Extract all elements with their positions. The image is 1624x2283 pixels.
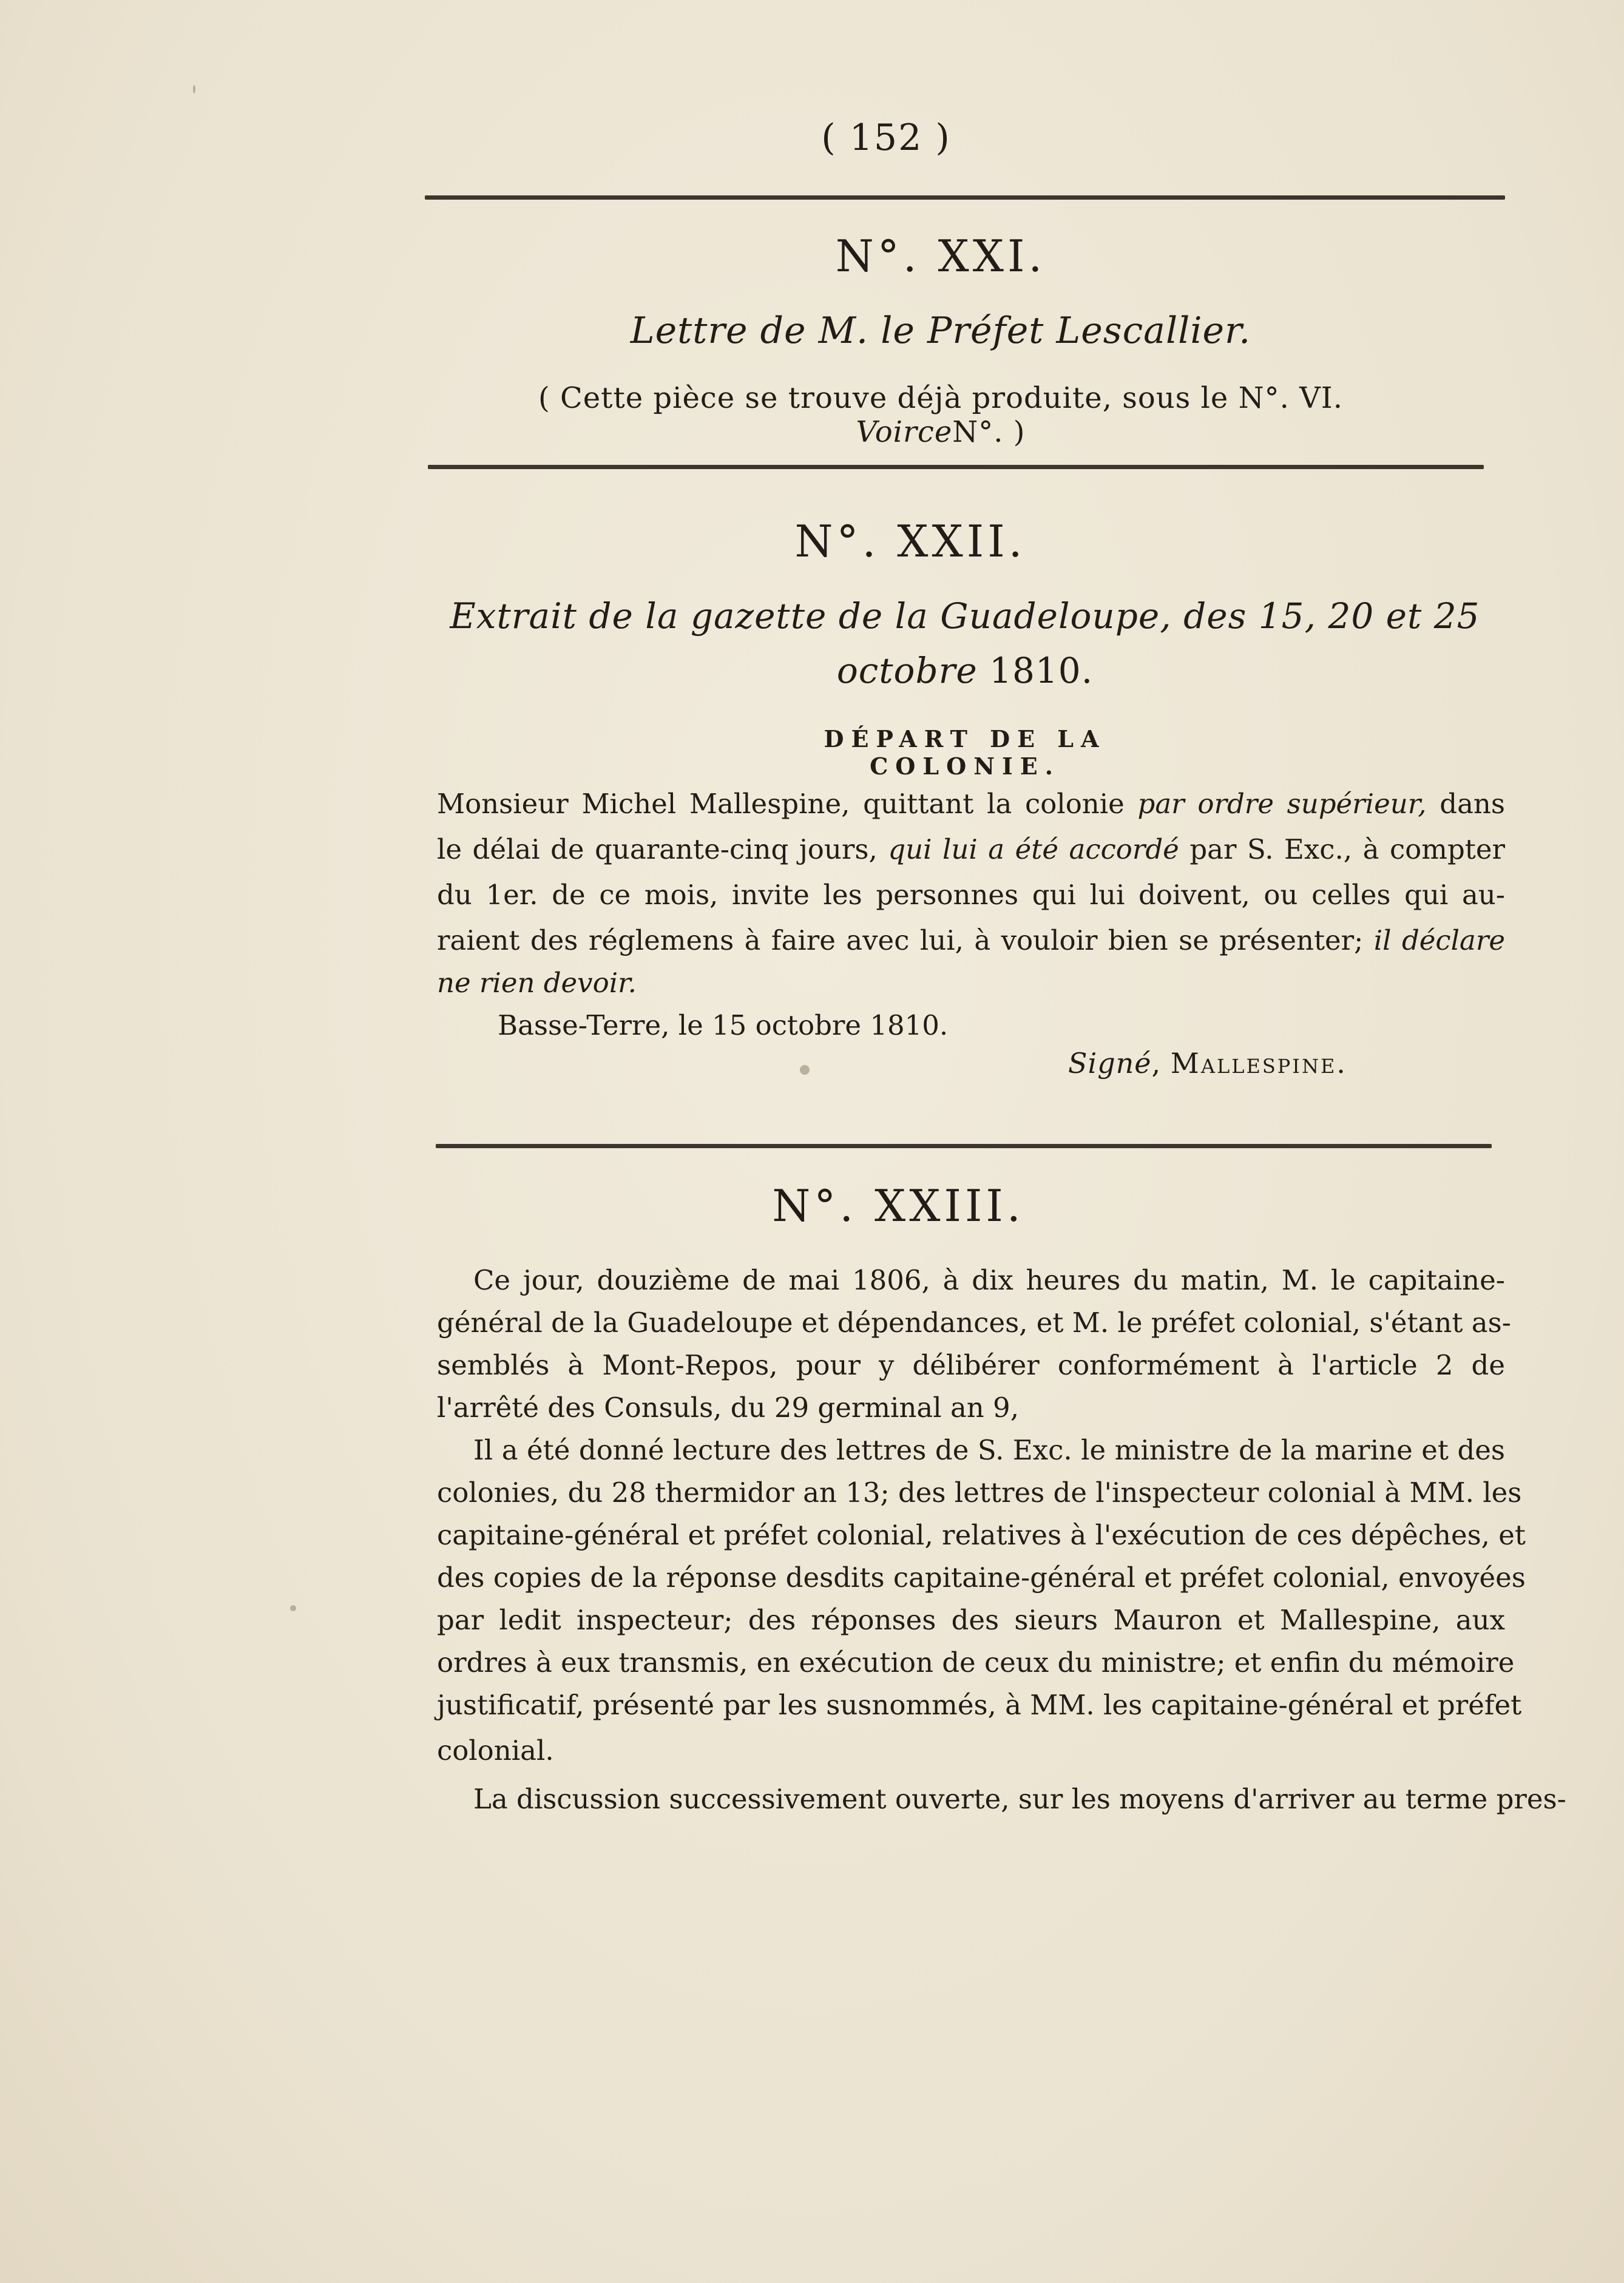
heading-xxiii: N°. XXIII. [772,1180,1024,1231]
paper-speck [800,1065,810,1075]
xxii-line-1 [437,783,1505,825]
place-date-text: Basse-Terre, le 15 octobre 1810. [498,1009,949,1041]
xxii-line-3-a: du 1er. de ce mois, invite les personnes qui lui doivent, ou celles qui au- [437,879,1505,911]
xxiii-line-8: des copies de la réponse desdits capitaine-général et préfet colonial, envoyées [437,1561,1526,1594]
signed-name: Mallespine. [1170,1047,1347,1080]
title-xxi: Lettre de M. le Préfet Lescallier. [630,309,1251,352]
heading-xxii: N°. XXII. [794,516,1026,567]
note-xxi [461,381,1420,449]
xxii-line-4-i: il déclare [1373,924,1505,956]
extract-line-2 [437,643,1493,698]
rule-top [425,195,1505,200]
xxii-line-2-i: qui lui a été accordé [888,833,1179,865]
page-number: ( 152 ) [821,117,951,159]
note-xxi-italic: Voirce [856,415,953,449]
xxii-line-3 [437,874,1505,916]
rule-xxi-xxii [428,465,1484,469]
extract-line-1: Extrait de la gazette de la Guadeloupe, des 15, 20 et 25 [450,595,1480,637]
extract-month: octobre [836,650,978,691]
xxiii-line-12: colonial. [437,1734,554,1767]
rule-xxii-xxiii [436,1144,1492,1148]
extract-year: 1810. [989,650,1094,691]
paper-speck [290,1605,296,1611]
xxiii-line-13: La discussion successivement ouverte, sur les moyens d'arriver au terme pres- [473,1783,1566,1815]
xxiii-line-10: ordres à eux transmis, en exécution de ceux du ministre; et enfin du mémoire [437,1646,1515,1679]
xxiii-line-7: capitaine-général et préfet colonial, relatives à l'exécution de ces dépêches, et [437,1519,1526,1551]
xxii-line-1-a: Monsieur Michel Mallespine, quittant la colonie [437,788,1138,820]
xxiii-line-1: Ce jour, douzième de mai 1806, à dix heures du matin, M. le capitaine- [473,1264,1505,1296]
xxii-line-4-a: raient des réglemens à faire avec lui, à vouloir bien se présenter; [437,924,1374,956]
signed-label: Signé [1068,1047,1152,1080]
subheading-depart: DÉPART DE LA COLONIE. [824,725,1106,780]
xxiii-line-5: Il a été donné lecture des lettres de S. Exc. le ministre de la marine et des [473,1434,1505,1466]
heading-xxi: N°. XXI. [835,231,1046,282]
extract-title-xxii [437,589,1493,698]
xxii-line-2-a: le délai de quarante-cinq jours, [437,833,888,865]
xxiii-line-2: général de la Guadeloupe et dépendances, et M. le préfet colonial, s'étant as- [437,1307,1511,1339]
xxiii-line-9: par ledit inspecteur; des réponses des sieurs Mauron et Mallespine, aux [437,1604,1505,1636]
xxii-line-5-i: ne rien devoir. [437,967,637,999]
xxiii-line-11: justificatif, présenté par les susnommés, à MM. les capitaine-général et préfet [437,1689,1522,1721]
note-xxi-suffix: N°. ) [952,415,1026,449]
xxiii-line-6: colonies, du 28 thermidor an 13; des lettres de l'inspecteur colonial à MM. les [437,1476,1522,1509]
xxii-line-4 [437,919,1505,962]
xxii-line-1-i: par ordre supérieur, [1137,788,1427,820]
xxii-line-5 [437,962,1505,1004]
place-date [498,1004,1044,1047]
xxii-line-2-b: par S. Exc., à compter [1179,833,1505,865]
xxiii-line-4: l'arrêté des Consuls, du 29 germinal an 9, [437,1392,1019,1424]
note-xxi-prefix: ( Cette pièce se trouve déjà produite, sous le N°. VI. [538,381,1343,415]
paper-speck [193,85,195,93]
xxiii-line-3: semblés à Mont-Repos, pour y délibérer conformément à l'article 2 de [437,1349,1505,1381]
xxii-line-2 [437,828,1505,871]
signature: Signé, Mallespine. [1068,1047,1347,1080]
xxii-line-1-b: dans [1426,788,1506,820]
